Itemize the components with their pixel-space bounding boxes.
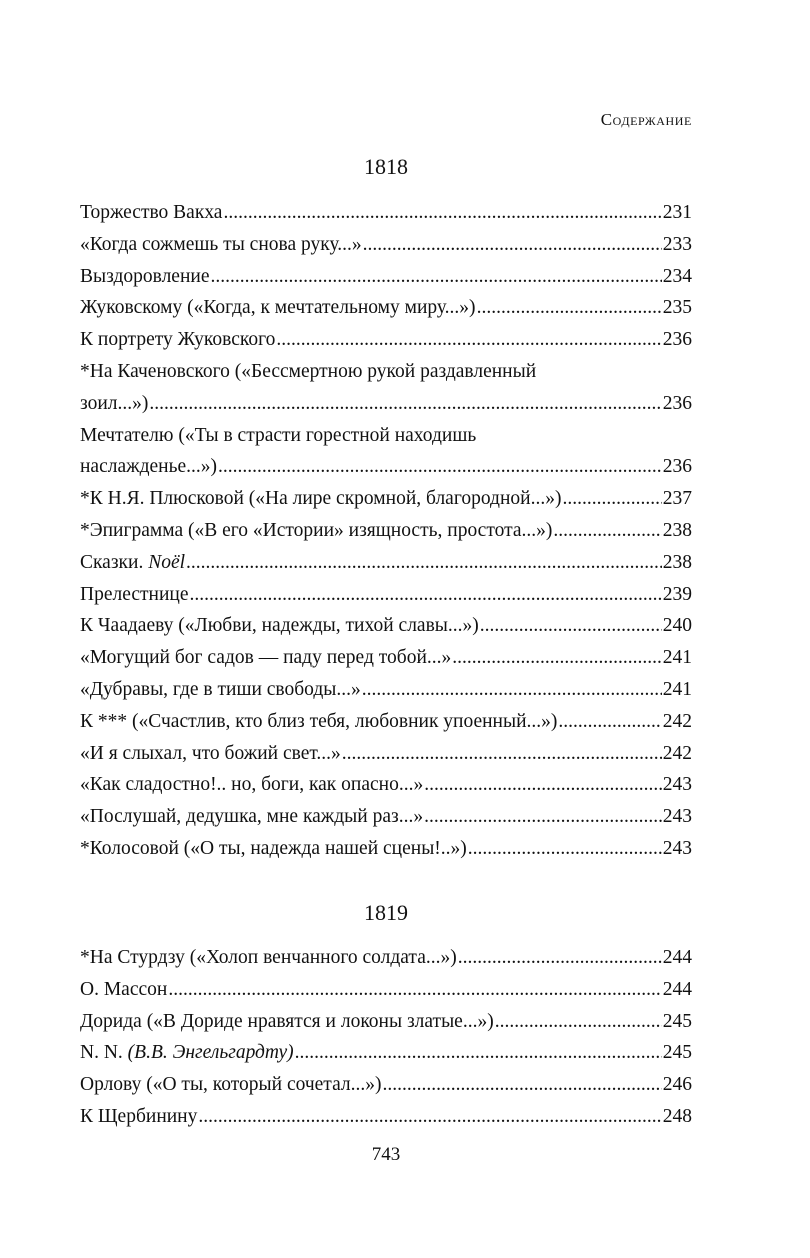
leader-dots: [149, 388, 661, 420]
section-year-1819: 1819: [364, 900, 408, 925]
leader-dots: [211, 261, 662, 293]
entry-title: Торжество Вакха: [80, 202, 223, 223]
leader-dots: [276, 324, 661, 356]
entry-title: *К Н.Я. Плюсковой («На лире скромной, благородной...»): [80, 488, 562, 510]
entry-title-italic: Noël: [148, 551, 186, 573]
entry-page: 239: [662, 583, 692, 605]
entry-page: 236: [662, 456, 692, 478]
entry-page: 243: [662, 806, 692, 828]
entry-title: Выздоровление: [80, 265, 210, 287]
entry-page: 237: [662, 488, 692, 510]
toc-entry: [80, 515, 692, 547]
entry-page: 238: [662, 551, 692, 573]
toc-entry: [80, 1006, 692, 1038]
entry-title: Орлову («О ты, который сочетал...»): [80, 1074, 382, 1096]
toc-entry-line1: Мечтателю («Ты в страсти горестной находишь: [80, 424, 477, 446]
toc-entry: [80, 674, 692, 706]
entry-page: 245: [662, 1042, 692, 1064]
toc-entry: [80, 451, 692, 483]
entry-page: 236: [662, 329, 692, 351]
leader-dots: [362, 674, 662, 706]
entry-title-roman: Сказки.: [80, 551, 144, 573]
entry-page: 233: [662, 233, 692, 255]
toc-entry: [80, 642, 692, 674]
toc-entry: [80, 579, 692, 611]
leader-dots: [223, 197, 661, 229]
entry-title: *На Стурдзу («Холоп венчанного солдата...»): [80, 947, 457, 968]
toc-entry: [80, 547, 692, 579]
leader-dots: [186, 547, 662, 579]
entry-title: Прелестнице: [80, 583, 189, 605]
entry-title: *Колосовой («О ты, надежда нашей сцены!..»): [80, 837, 467, 859]
entry-title: К *** («Счастлив, кто близ тебя, любовник упоенный...»): [80, 710, 558, 732]
entry-page: 241: [662, 678, 692, 700]
entry-page: 244: [662, 978, 692, 1000]
entry-title: К Чаадаеву («Любви, надежды, тихой славы...»): [80, 615, 479, 637]
entry-page: 246: [662, 1074, 692, 1096]
page-number: 743: [371, 1144, 401, 1165]
entry-page: 242: [662, 742, 692, 764]
entry-title: «Когда сожмешь ты снова руку...»: [80, 233, 362, 255]
book-page: [80, 0, 692, 1258]
entry-title: «И я слыхал, что божий свет...»: [80, 742, 341, 764]
toc-entry: [80, 801, 692, 833]
toc-entry: [80, 769, 692, 801]
leader-dots: [558, 706, 661, 738]
toc-entry: [80, 1101, 692, 1133]
toc-entry-line1: *На Каченовского («Бессмертною рукой раздавленный: [80, 360, 537, 382]
leader-dots: [424, 769, 662, 801]
entry-page: 236: [662, 392, 692, 414]
entry-page: 241: [662, 647, 692, 669]
leader-dots: [218, 451, 662, 483]
toc-list-1818: [80, 197, 692, 865]
toc-entry: [80, 483, 692, 515]
entry-title-roman: N. N.: [80, 1042, 123, 1064]
entry-page: 243: [662, 774, 692, 796]
entry-page: 235: [662, 297, 692, 319]
entry-page: 244: [662, 947, 692, 968]
toc-entry: [80, 974, 692, 1006]
leader-dots: [468, 833, 662, 865]
leader-dots: [198, 1101, 661, 1133]
entry-page: 238: [662, 519, 692, 541]
leader-dots: [562, 483, 661, 515]
entry-title: «Дубравы, где в тиши свободы...»: [80, 678, 361, 700]
entry-page: 240: [662, 615, 692, 637]
toc-entry: [80, 388, 692, 420]
toc-entry: [80, 324, 692, 356]
toc-entry: [80, 261, 692, 293]
entry-title: зоил...»): [80, 392, 149, 414]
toc-entry: [80, 292, 692, 324]
leader-dots: [452, 642, 661, 674]
leader-dots: [383, 1069, 662, 1101]
leader-dots: [458, 942, 662, 974]
entry-title: «Послушай, дедушка, мне каждый раз...»: [80, 806, 424, 828]
entry-page: 242: [662, 710, 692, 732]
entry-title: К Щербинину: [80, 1105, 198, 1127]
toc-entry: [80, 706, 692, 738]
toc-list-1819: [80, 942, 692, 1133]
leader-dots: [295, 1037, 662, 1069]
entry-title: О. Массон: [80, 978, 168, 1000]
leader-dots: [190, 579, 662, 611]
toc-entry: [80, 738, 692, 770]
running-head: Содержание: [600, 110, 692, 129]
entry-title: наслажденье...»): [80, 456, 218, 478]
entry-title-italic: (В.В. Энгельгардту): [127, 1042, 294, 1064]
leader-dots: [477, 292, 662, 324]
toc-entry: [80, 229, 692, 261]
entry-page: 245: [662, 1010, 692, 1032]
entry-title: [80, 1037, 295, 1069]
leader-dots: [495, 1006, 662, 1038]
toc-entry: [80, 833, 692, 865]
entry-title: «Как сладостно!.. но, боги, как опасно...»: [80, 774, 424, 796]
entry-page: 243: [662, 837, 692, 859]
leader-dots: [168, 974, 661, 1006]
leader-dots: [363, 229, 662, 261]
leader-dots: [553, 515, 661, 547]
entry-title: *Эпиграмма («В его «Истории» изящность, простота...»): [80, 519, 553, 541]
section-year-1818: 1818: [364, 154, 408, 179]
toc-entry: [80, 197, 692, 229]
entry-title: Дорида («В Дориде нравятся и локоны златые...»): [80, 1010, 494, 1032]
leader-dots: [480, 610, 662, 642]
leader-dots: [424, 801, 662, 833]
entry-page: 248: [662, 1105, 692, 1127]
toc-entry: [80, 1069, 692, 1101]
entry-title: К портрету Жуковского: [80, 329, 276, 351]
entry-page: 231: [662, 202, 692, 223]
entry-page: 234: [662, 265, 692, 287]
toc-entry: [80, 610, 692, 642]
toc-entry: [80, 1037, 692, 1069]
toc-entry: [80, 942, 692, 974]
leader-dots: [342, 738, 662, 770]
entry-title: Жуковскому («Когда, к мечтательному миру...»): [80, 297, 476, 319]
entry-title: [80, 547, 186, 579]
entry-title: «Могущий бог садов — паду перед тобой...»: [80, 647, 452, 669]
